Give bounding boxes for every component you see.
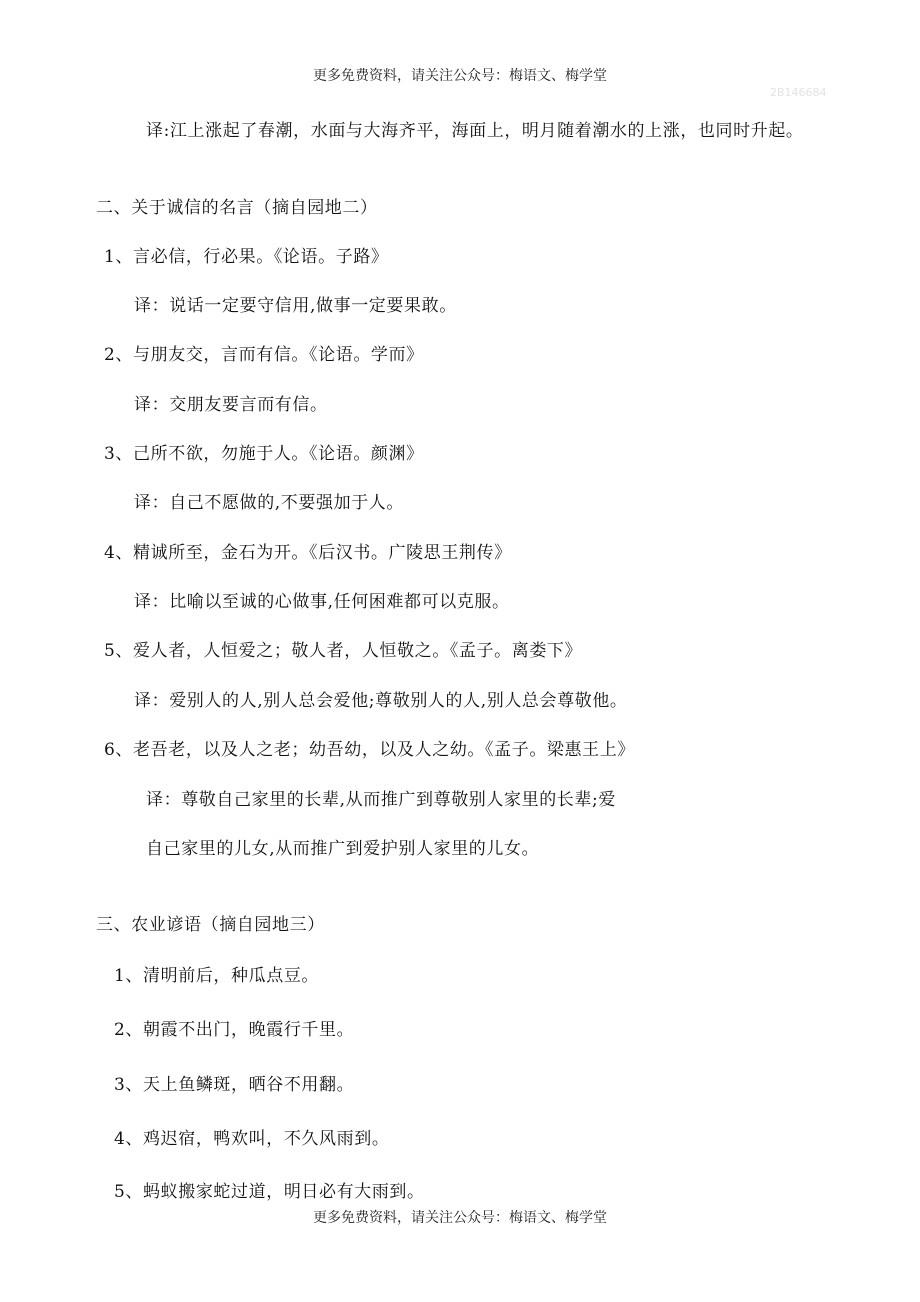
- section2-item-4: 4、精诚所至，金石为开。《后汉书。广陵思王荆传》: [104, 543, 512, 563]
- section2-item-1-translation: 译：说话一定要守信用,做事一定要果敢。: [134, 296, 457, 316]
- section2-title: 二、关于诚信的名言（摘自园地二）: [96, 198, 378, 218]
- section2-item-6-translation-line2: 自己家里的儿女,从而推广到爱护别人家里的儿女。: [146, 839, 540, 859]
- section3-item-5: 5、蚂蚁搬家蛇过道，明日必有大雨到。: [114, 1182, 425, 1202]
- section3-item-2: 2、朝霞不出门，晚霞行千里。: [114, 1020, 355, 1040]
- section3-item-4: 4、鸡迟宿，鸭欢叫，不久风雨到。: [114, 1129, 390, 1149]
- section3-title: 三、农业谚语（摘自园地三）: [96, 915, 325, 935]
- section2-item-6-translation-line1: 译：尊敬自己家里的长辈,从而推广到尊敬别人家里的长辈;爱: [146, 790, 616, 810]
- section2-item-5: 5、爱人者，人恒爱之；敬人者，人恒敬之。《孟子。离娄下》: [104, 641, 583, 661]
- watermark: 2B146684: [770, 86, 827, 99]
- section2-item-2: 2、与朋友交，言而有信。《论语。学而》: [104, 345, 424, 365]
- section2-item-5-translation: 译：爱别人的人,别人总会爱他;尊敬别人的人,别人总会尊敬他。: [134, 691, 628, 711]
- top-translation: 译:江上涨起了春潮，水面与大海齐平，海面上，明月随着潮水的上涨，也同时升起。: [146, 121, 804, 141]
- section3-item-1: 1、清明前后，种瓜点豆。: [114, 966, 320, 986]
- section2-item-4-translation: 译：比喻以至诚的心做事,任何困难都可以克服。: [134, 592, 510, 612]
- page-footer: 更多免费资料，请关注公众号：梅语文、梅学堂: [313, 1210, 607, 1226]
- section2-item-3-translation: 译：自己不愿做的,不要强加于人。: [134, 493, 405, 513]
- section2-item-6: 6、老吾老，以及人之老；幼吾幼，以及人之幼。《孟子。梁惠王上》: [104, 740, 635, 760]
- section3-item-3: 3、天上鱼鳞斑，晒谷不用翻。: [114, 1075, 355, 1095]
- section2-item-1: 1、言必信，行必果。《论语。子路》: [104, 247, 389, 267]
- section2-item-2-translation: 译：交朋友要言而有信。: [134, 395, 328, 415]
- page-header: 更多免费资料，请关注公众号：梅语文、梅学堂: [313, 68, 607, 84]
- section2-item-3: 3、己所不欲，勿施于人。《论语。颜渊》: [104, 444, 424, 464]
